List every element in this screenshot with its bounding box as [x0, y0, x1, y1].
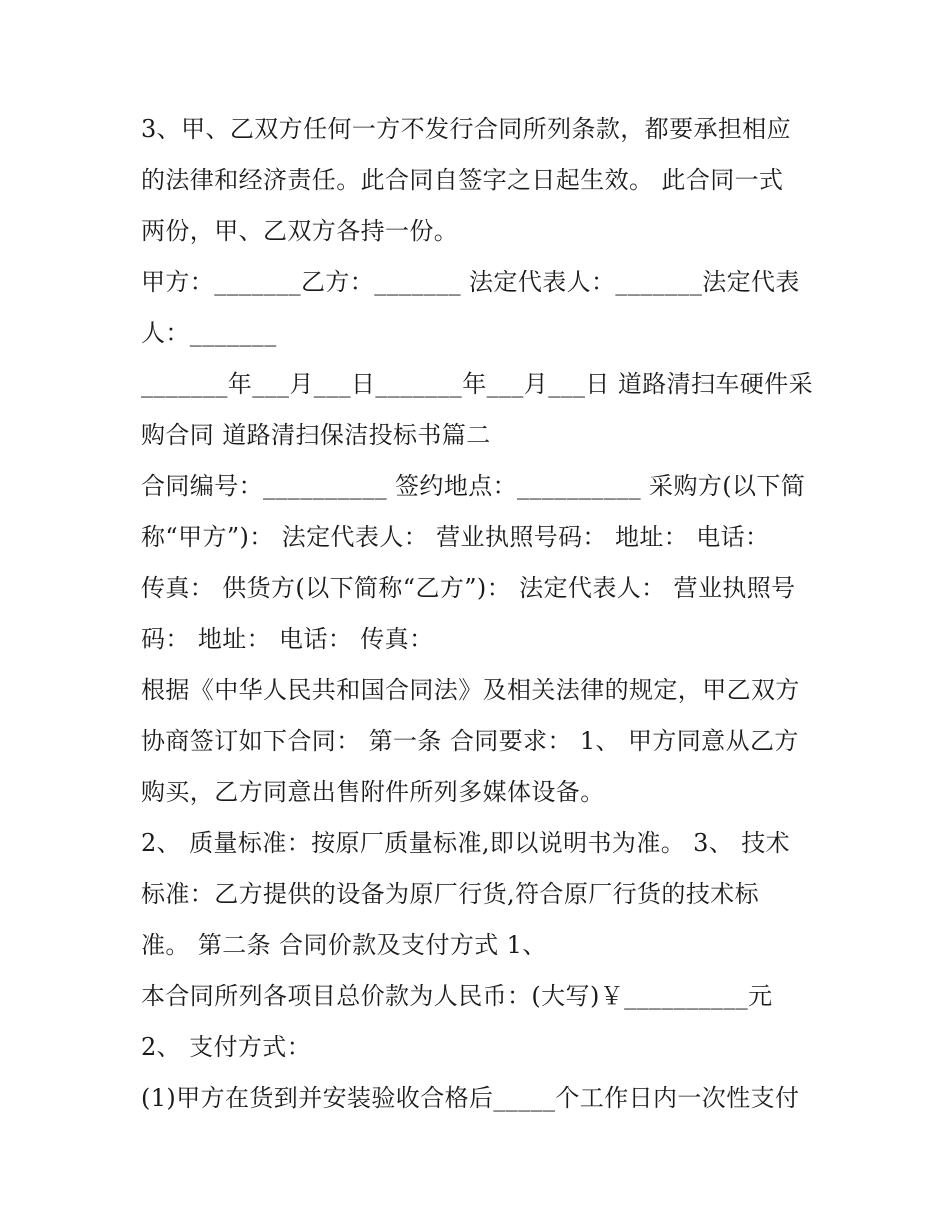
text-line: _______年___月___日_______年___月___日 道路清扫车硬件采	[141, 370, 814, 398]
text-line: 标准：乙方提供的设备为原厂行货,符合原厂行货的技术标	[141, 880, 760, 908]
text-line: 的法律和经济责任。此合同自签字之日起生效。 此合同一式	[141, 166, 784, 194]
text-line: 甲方：_______乙方：_______ 法定代表人：_______法定代表	[141, 268, 800, 296]
text-line: 两份，甲、乙双方各持一份。	[141, 217, 459, 245]
text-line: 3、甲、乙双方任何一方不发行合同所列条款，都要承担相应	[141, 115, 792, 143]
text-line: (1)甲方在货到并安装验收合格后_____个工作日内一次性支付	[141, 1084, 800, 1112]
text-line: 称“甲方”)： 法定代表人： 营业执照号码： 地址： 电话：	[141, 523, 770, 551]
text-line: 合同编号：__________ 签约地点：__________ 采购方(以下简	[141, 472, 806, 500]
text-line: 购合同 道路清扫保洁投标书篇二	[141, 421, 491, 449]
text-line: 人：_______	[141, 319, 277, 347]
text-line: 本合同所列各项目总价款为人民币：(大写)￥__________元	[141, 982, 773, 1010]
text-line: 协商签订如下合同： 第一条 合同要求： 1、 甲方同意从乙方	[141, 727, 799, 755]
text-line: 传真： 供货方(以下简称“乙方”)： 法定代表人： 营业执照号	[141, 574, 796, 602]
text-line: 根据《中华人民共和国合同法》及相关法律的规定，甲乙双方	[141, 676, 800, 704]
text-line: 2、 支付方式：	[141, 1033, 312, 1061]
text-line: 2、 质量标准：按原厂质量标准,即以说明书为准。 3、 技术	[141, 829, 791, 857]
text-line: 准。 第二条 合同价款及支付方式 1、	[141, 931, 547, 959]
text-line: 购买，乙方同意出售附件所列多媒体设备。	[141, 778, 605, 806]
text-line: 码： 地址： 电话： 传真：	[141, 625, 434, 653]
